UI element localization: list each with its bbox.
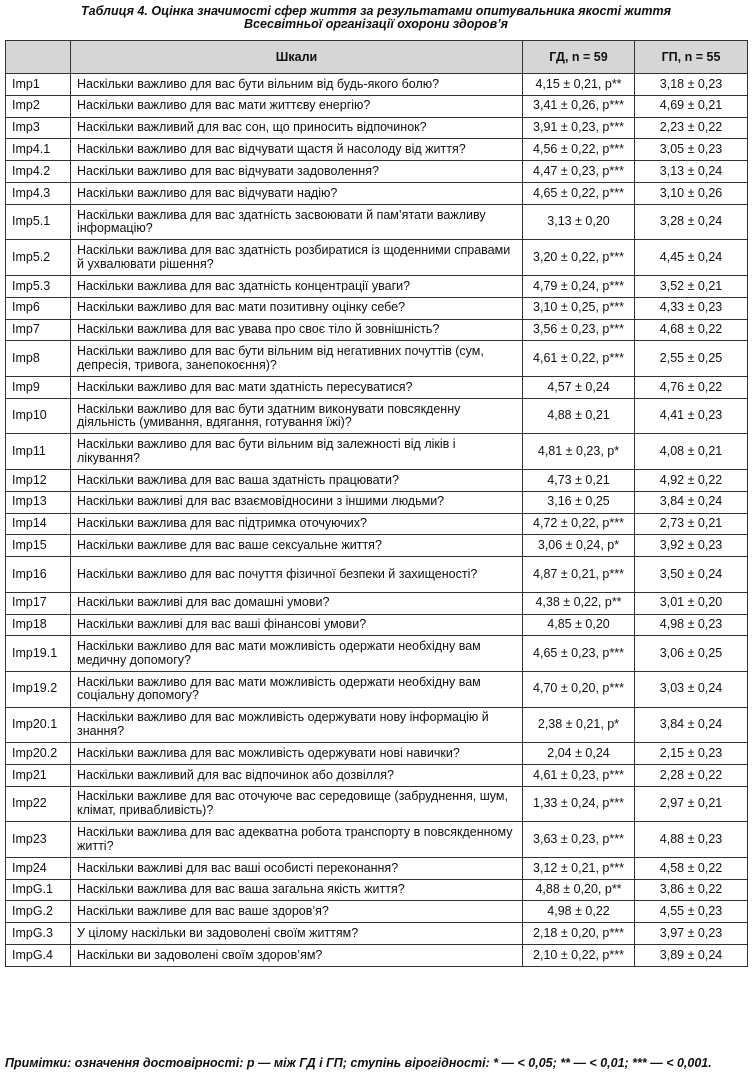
row-gd-value: 4,88 ± 0,21 [523, 398, 635, 434]
row-gp-value: 3,50 ± 0,24 [635, 557, 748, 593]
row-code: Imp13 [6, 491, 71, 513]
row-gp-value: 3,18 ± 0,23 [635, 74, 748, 96]
row-code: Imp12 [6, 469, 71, 491]
row-code: Imp24 [6, 857, 71, 879]
row-question: Наскільки важливі для вас ваші особисті переконання? [71, 857, 523, 879]
row-code: Imp7 [6, 319, 71, 341]
row-question: Наскільки важлива для вас здатність засвоювати й пам’ятати важливу інформацію? [71, 204, 523, 240]
row-question: Наскільки важливо для вас почуття фізичної безпеки й захищеності? [71, 557, 523, 593]
row-gp-value: 4,68 ± 0,22 [635, 319, 748, 341]
row-gp-value: 4,88 ± 0,23 [635, 822, 748, 858]
row-gp-value: 2,97 ± 0,21 [635, 786, 748, 822]
row-code: Imp4.1 [6, 139, 71, 161]
row-gd-value: 3,20 ± 0,22, p*** [523, 240, 635, 276]
row-gp-value: 4,41 ± 0,23 [635, 398, 748, 434]
row-gd-value: 3,10 ± 0,25, p*** [523, 297, 635, 319]
row-code: Imp2 [6, 95, 71, 117]
row-code: ImpG.4 [6, 945, 71, 967]
row-question: Наскільки важливо для вас бути здатним виконувати повсякденну діяльність (умивання, вдягання, готування їжі)? [71, 398, 523, 434]
row-gp-value: 3,03 ± 0,24 [635, 671, 748, 707]
row-gd-value: 4,88 ± 0,20, p** [523, 879, 635, 901]
table-row [6, 614, 748, 636]
row-gp-value: 3,86 ± 0,22 [635, 879, 748, 901]
header-code [6, 41, 71, 74]
row-question: Наскільки важлива для вас ваша здатність працювати? [71, 469, 523, 491]
row-gd-value: 3,56 ± 0,23, p*** [523, 319, 635, 341]
row-gp-value: 2,15 ± 0,23 [635, 743, 748, 765]
row-code: Imp8 [6, 341, 71, 377]
row-gd-value: 2,18 ± 0,20, p*** [523, 923, 635, 945]
table-row [6, 513, 748, 535]
table-row [6, 182, 748, 204]
row-gp-value: 4,55 ± 0,23 [635, 901, 748, 923]
row-question: Наскільки важливо для вас бути вільним від залежності від ліків і лікування? [71, 434, 523, 470]
row-gp-value: 4,69 ± 0,21 [635, 95, 748, 117]
row-gd-value: 3,41 ± 0,26, p*** [523, 95, 635, 117]
row-gd-value: 3,12 ± 0,21, p*** [523, 857, 635, 879]
row-gp-value: 3,89 ± 0,24 [635, 945, 748, 967]
row-gp-value: 4,58 ± 0,22 [635, 857, 748, 879]
row-gp-value: 4,45 ± 0,24 [635, 240, 748, 276]
table-row [6, 901, 748, 923]
row-gd-value: 4,70 ± 0,20, p*** [523, 671, 635, 707]
row-question: Наскільки важливий для вас сон, що приносить відпочинок? [71, 117, 523, 139]
table-row [6, 398, 748, 434]
table-row [6, 275, 748, 297]
row-gd-value: 3,63 ± 0,23, p*** [523, 822, 635, 858]
row-gp-value: 3,10 ± 0,26 [635, 182, 748, 204]
row-code: Imp1 [6, 74, 71, 96]
table-row [6, 434, 748, 470]
row-question: Наскільки важливе для вас ваше сексуальне життя? [71, 535, 523, 557]
table-row [6, 341, 748, 377]
row-code: Imp20.2 [6, 743, 71, 765]
table-row [6, 822, 748, 858]
row-gd-value: 3,91 ± 0,23, p*** [523, 117, 635, 139]
row-code: Imp5.1 [6, 204, 71, 240]
row-gd-value: 4,47 ± 0,23, p*** [523, 161, 635, 183]
row-gd-value: 2,10 ± 0,22, p*** [523, 945, 635, 967]
table-row [6, 743, 748, 765]
row-question: Наскільки важливо для вас відчувати щастя й насолоду від життя? [71, 139, 523, 161]
table-row [6, 764, 748, 786]
table-row [6, 491, 748, 513]
row-question: Наскільки важливо для вас бути вільним від будь-якого болю? [71, 74, 523, 96]
row-gp-value: 4,98 ± 0,23 [635, 614, 748, 636]
table-row [6, 240, 748, 276]
row-gp-value: 3,01 ± 0,20 [635, 592, 748, 614]
table-row [6, 204, 748, 240]
table-row [6, 945, 748, 967]
row-gd-value: 4,79 ± 0,24, p*** [523, 275, 635, 297]
row-code: Imp4.2 [6, 161, 71, 183]
caption-line-2: Всесвітньої організації охорони здоров’я [243, 17, 509, 31]
row-gd-value: 4,38 ± 0,22, p** [523, 592, 635, 614]
row-code: Imp18 [6, 614, 71, 636]
table-row [6, 319, 748, 341]
row-gp-value: 3,28 ± 0,24 [635, 204, 748, 240]
row-gd-value: 4,73 ± 0,21 [523, 469, 635, 491]
row-code: Imp10 [6, 398, 71, 434]
row-question: Наскільки важливо для вас мати можливість одержати необхідну вам соціальну допомогу? [71, 671, 523, 707]
table-row [6, 557, 748, 593]
table-row [6, 95, 748, 117]
table-row [6, 707, 748, 743]
row-gp-value: 4,92 ± 0,22 [635, 469, 748, 491]
caption-line-1: Таблиця 4. Оцінка значимості сфер життя за результатами опитувальника якості життя [81, 4, 671, 18]
row-gp-value: 3,84 ± 0,24 [635, 707, 748, 743]
row-gp-value: 4,76 ± 0,22 [635, 376, 748, 398]
row-gp-value: 3,92 ± 0,23 [635, 535, 748, 557]
row-gp-value: 4,08 ± 0,21 [635, 434, 748, 470]
row-gd-value: 4,81 ± 0,23, p* [523, 434, 635, 470]
row-code: Imp21 [6, 764, 71, 786]
row-code: Imp14 [6, 513, 71, 535]
table-row [6, 923, 748, 945]
row-code: ImpG.1 [6, 879, 71, 901]
row-gd-value: 4,61 ± 0,22, p*** [523, 341, 635, 377]
row-gd-value: 4,56 ± 0,22, p*** [523, 139, 635, 161]
table-header [6, 41, 748, 74]
row-question: Наскільки важливий для вас відпочинок або дозвілля? [71, 764, 523, 786]
row-question: Наскільки важливо для вас мати позитивну оцінку себе? [71, 297, 523, 319]
row-question: Наскільки ви задоволені своїм здоров’ям? [71, 945, 523, 967]
row-code: ImpG.2 [6, 901, 71, 923]
row-gd-value: 4,87 ± 0,21, p*** [523, 557, 635, 593]
row-gp-value: 2,28 ± 0,22 [635, 764, 748, 786]
row-gp-value: 3,97 ± 0,23 [635, 923, 748, 945]
data-table [5, 40, 748, 967]
row-question: Наскільки важлива для вас можливість одержувати нові навички? [71, 743, 523, 765]
row-gp-value: 3,13 ± 0,24 [635, 161, 748, 183]
row-question: Наскільки важливо для вас мати здатність пересуватися? [71, 376, 523, 398]
row-code: Imp19.2 [6, 671, 71, 707]
row-code: Imp19.1 [6, 636, 71, 672]
table-row [6, 786, 748, 822]
row-code: Imp20.1 [6, 707, 71, 743]
row-code: ImpG.3 [6, 923, 71, 945]
row-code: Imp15 [6, 535, 71, 557]
row-gp-value: 3,84 ± 0,24 [635, 491, 748, 513]
row-gd-value: 3,16 ± 0,25 [523, 491, 635, 513]
table-footnote: Примітки: означення достовірності: p — між ГД і ГП; ступінь вірогідності: * — < 0,05; ** — < 0,01; *** — < 0,001. [5, 1056, 712, 1070]
row-gp-value: 2,73 ± 0,21 [635, 513, 748, 535]
row-gd-value: 4,85 ± 0,20 [523, 614, 635, 636]
row-question: Наскільки важливе для вас ваше здоров’я? [71, 901, 523, 923]
row-question: Наскільки важливі для вас домашні умови? [71, 592, 523, 614]
row-question: Наскільки важлива для вас адекватна робота транспорту в повсякденному житті? [71, 822, 523, 858]
table-row [6, 161, 748, 183]
row-question: Наскільки важливі для вас взаємовідносини з іншими людьми? [71, 491, 523, 513]
table-row [6, 636, 748, 672]
row-gp-value: 3,52 ± 0,21 [635, 275, 748, 297]
table-row [6, 857, 748, 879]
row-question: Наскільки важливе для вас оточуюче вас середовище (забруднення, шум, клімат, привабливість)? [71, 786, 523, 822]
row-code: Imp17 [6, 592, 71, 614]
table-row [6, 117, 748, 139]
row-question: Наскільки важлива для вас увава про своє тіло й зовнішність? [71, 319, 523, 341]
row-code: Imp16 [6, 557, 71, 593]
row-question: У цілому наскільки ви задоволені своїм життям? [71, 923, 523, 945]
row-gp-value: 3,06 ± 0,25 [635, 636, 748, 672]
row-gp-value: 3,05 ± 0,23 [635, 139, 748, 161]
row-gd-value: 2,04 ± 0,24 [523, 743, 635, 765]
table-row [6, 297, 748, 319]
row-gd-value: 3,06 ± 0,24, p* [523, 535, 635, 557]
table-row [6, 469, 748, 491]
table-body [6, 74, 748, 967]
header-scales: Шкали [71, 41, 523, 74]
table-row [6, 376, 748, 398]
row-code: Imp5.2 [6, 240, 71, 276]
row-question: Наскільки важливі для вас ваші фінансові умови? [71, 614, 523, 636]
row-question: Наскільки важлива для вас ваша загальна якість життя? [71, 879, 523, 901]
row-code: Imp22 [6, 786, 71, 822]
row-code: Imp9 [6, 376, 71, 398]
table-caption [0, 0, 752, 31]
table-row [6, 592, 748, 614]
table-row [6, 535, 748, 557]
row-code: Imp5.3 [6, 275, 71, 297]
row-gd-value: 4,61 ± 0,23, p*** [523, 764, 635, 786]
row-code: Imp11 [6, 434, 71, 470]
table-row [6, 139, 748, 161]
row-question: Наскільки важлива для вас підтримка оточуючих? [71, 513, 523, 535]
row-question: Наскільки важливо для вас відчувати надію? [71, 182, 523, 204]
row-question: Наскільки важливо для вас бути вільним від негативних почуттів (сум, депресія, тривога, занепокоєння)? [71, 341, 523, 377]
row-gp-value: 2,55 ± 0,25 [635, 341, 748, 377]
row-gp-value: 2,23 ± 0,22 [635, 117, 748, 139]
row-gd-value: 4,65 ± 0,22, p*** [523, 182, 635, 204]
row-gd-value: 4,65 ± 0,23, p*** [523, 636, 635, 672]
row-question: Наскільки важливо для вас відчувати задоволення? [71, 161, 523, 183]
table-row [6, 74, 748, 96]
header-gp: ГП, n = 55 [635, 41, 748, 74]
row-gd-value: 4,15 ± 0,21, p** [523, 74, 635, 96]
row-gd-value: 2,38 ± 0,21, p* [523, 707, 635, 743]
table-row [6, 879, 748, 901]
row-question: Наскільки важливо для вас можливість одержувати нову інформацію й знання? [71, 707, 523, 743]
header-gd: ГД, n = 59 [523, 41, 635, 74]
row-code: Imp3 [6, 117, 71, 139]
row-gd-value: 4,98 ± 0,22 [523, 901, 635, 923]
row-gd-value: 3,13 ± 0,20 [523, 204, 635, 240]
row-question: Наскільки важливо для вас мати можливість одержати необхідну вам медичну допомогу? [71, 636, 523, 672]
row-question: Наскільки важливо для вас мати життєву енергію? [71, 95, 523, 117]
header-row [6, 41, 748, 74]
row-gp-value: 4,33 ± 0,23 [635, 297, 748, 319]
row-gd-value: 1,33 ± 0,24, p*** [523, 786, 635, 822]
row-code: Imp6 [6, 297, 71, 319]
row-code: Imp4.3 [6, 182, 71, 204]
row-gd-value: 4,57 ± 0,24 [523, 376, 635, 398]
row-question: Наскільки важлива для вас здатність концентрації уваги? [71, 275, 523, 297]
table-row [6, 671, 748, 707]
row-question: Наскільки важлива для вас здатність розбиратися із щоденними справами й ухвалювати рішення? [71, 240, 523, 276]
row-gd-value: 4,72 ± 0,22, p*** [523, 513, 635, 535]
row-code: Imp23 [6, 822, 71, 858]
